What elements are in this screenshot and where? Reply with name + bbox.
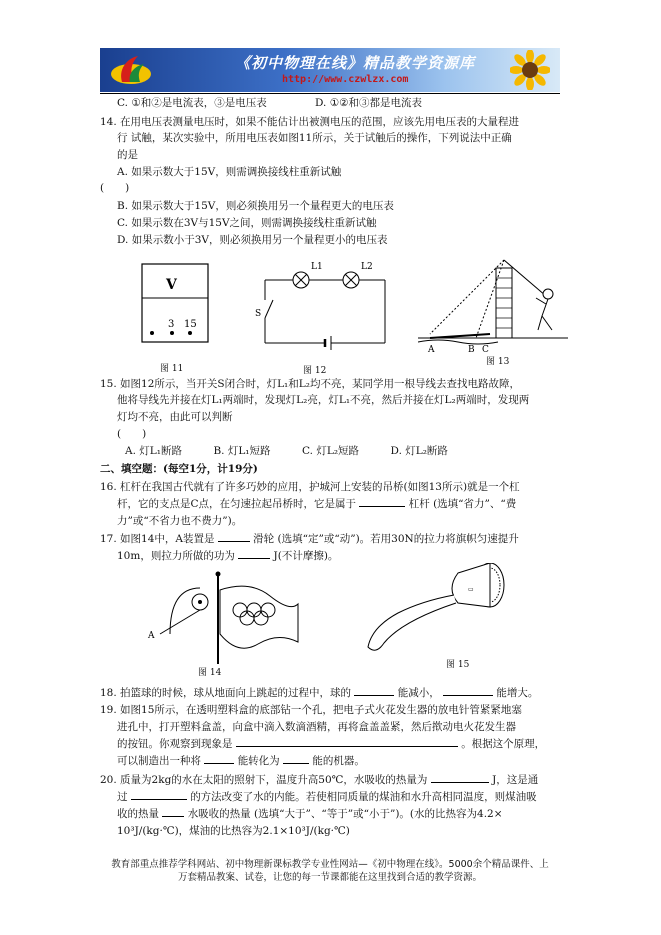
fig11-meter-label: V <box>166 277 177 293</box>
q16-line1: 16. 杠杆在我国古代就有了许多巧妙的应用，护城河上安装的吊桥(如图13所示)就是一个杠 <box>100 481 520 493</box>
fig11-caption: 图 11 <box>160 364 184 374</box>
fig13-drawbridge <box>418 256 578 354</box>
q20-line3-start: 收的热量 <box>117 808 159 820</box>
fig13-label-b: B <box>468 345 475 354</box>
q20-blank-compare[interactable] <box>162 816 184 817</box>
fig15-spark-generator <box>362 563 522 659</box>
fig12-s-label: S <box>255 309 262 319</box>
q14-option-a: A. 如果示数大于15V，则需调换接线柱重新试触 <box>117 166 342 178</box>
fig12-caption: 图 12 <box>303 366 327 376</box>
fig14-flagpole <box>140 568 300 668</box>
fig11-scale-3: 3 <box>168 319 175 330</box>
q19-line4-mid: 能转化为 <box>237 755 280 767</box>
q15-line3: 灯均不亮，由此可以判断 <box>117 411 233 423</box>
q16-line2 <box>117 497 516 511</box>
q16-blank-lever[interactable] <box>359 506 405 507</box>
fig13-label-c: C <box>482 345 489 354</box>
q18-text-mid: 能减小， <box>397 687 440 699</box>
fig11-voltmeter <box>140 262 210 346</box>
fig15-caption: 图 15 <box>446 660 470 670</box>
q15-answer-paren: ( ) <box>117 428 147 440</box>
q20-line3 <box>117 807 503 821</box>
q18-blank-increase[interactable] <box>443 695 493 696</box>
q14-answer-paren: ( ) <box>100 182 130 194</box>
fig12-l2-label: L2 <box>361 262 373 272</box>
q20-line1-start: 20. 质量为2kg的水在太阳的照射下，温度升高50℃，水吸收的热量为 <box>100 774 428 786</box>
q13-option-c: C. ①和②是电流表，③是电压表 <box>117 97 267 109</box>
q19-line3-start: 的按钮。你观察到现象是 <box>117 738 233 750</box>
site-url[interactable]: http://www.czwlzx.com <box>282 74 409 85</box>
site-logo-icon <box>108 52 154 88</box>
q19-blank-phenomenon[interactable] <box>236 746 458 747</box>
q16-line2-start: 杆，它的支点是C点，在匀速拉起吊桥时，它是属于 <box>117 498 357 510</box>
q15-line2: 他将导线先并接在灯L₁两端时，发现灯L₂亮，灯L₁不亮，然后并接在灯L₂两端时，发现两 <box>117 394 530 406</box>
terminal-3 <box>170 331 174 335</box>
q20-line1-end: J，这是通 <box>492 774 539 786</box>
section2-title: 二、填空题：(每空1分，计19分) <box>100 463 258 475</box>
tower <box>496 268 512 338</box>
olympic-flag <box>220 586 298 648</box>
q20-blank-method[interactable] <box>131 799 187 800</box>
header-divider <box>100 93 560 94</box>
q13-option-d: D. ①②和③都是电流表 <box>315 97 423 109</box>
q14-option-b: B. 如果示数大于15V，则必须换用另一个量程更大的电压表 <box>117 200 394 212</box>
terminal-15 <box>188 331 192 335</box>
person-figure <box>536 298 552 330</box>
q19-blank-energy-from[interactable] <box>204 763 234 764</box>
q20-line2 <box>117 790 537 804</box>
fig13-label-a: A <box>428 345 435 354</box>
q15-options: A. 灯L₁断路 B. 灯L₁短路 C. 灯L₂短路 D. 灯L₂断路 <box>125 445 448 457</box>
q20-line2-start: 过 <box>117 791 128 803</box>
footer-line1: 教育部重点推荐学科网站、初中物理新课标教学专业性网站—《初中物理在线》。5000余个精品课件、上 <box>111 859 549 870</box>
q19-line4-start: 可以制造出一种将 <box>117 755 201 767</box>
q14-line1: 14. 在用电压表测量电压时，如果不能估计出被测电压的范围，应该先用电压表的大量程进 <box>100 116 520 128</box>
fig14-caption: 图 14 <box>198 668 222 678</box>
q20-line1 <box>100 773 538 787</box>
q16-line2-end: 杠杆 (选填“省力”、“费 <box>408 498 517 510</box>
q16-line3: 力”或“不省力也不费力”)。 <box>117 515 243 527</box>
q17-line2-end: J(不计摩擦)。 <box>273 550 339 562</box>
site-title: 《初中物理在线》精品教学资源库 <box>235 54 476 72</box>
fig14-label-a: A <box>148 631 155 641</box>
spark-igniter <box>368 595 456 650</box>
q18-text-start: 18. 拍篮球的时候，球从地面向上跳起的过程中，球的 <box>100 687 352 699</box>
q17-blank-pulley[interactable] <box>218 541 250 542</box>
q17-blank-work[interactable] <box>238 558 270 559</box>
q20-line3-end: 水吸收的热量 (选填“大于”、“等于”或“小于”)。(水的比热容为4.2× <box>187 808 503 820</box>
q20-line4: 10³J/(kg·℃)，煤油的比热容为2.1×10³J/(kg·℃) <box>117 825 350 837</box>
q17-line1-end: 滑轮 (选填“定”或“动”)。若用30N的拉力将旗帜匀速提升 <box>253 533 519 545</box>
q14-option-d: D. 如果示数小于3V，则必须换用另一个量程更小的电压表 <box>117 234 388 246</box>
terminal-minus <box>150 331 154 335</box>
q18-blank-decrease[interactable] <box>354 695 394 696</box>
q20-line2-end: 的方法改变了水的内能。若使相同质量的煤油和水升高相同温度，则煤油吸 <box>190 791 537 803</box>
q19-blank-energy-to[interactable] <box>283 763 309 764</box>
q17-line2 <box>117 549 338 563</box>
fig12-circuit <box>255 258 395 354</box>
q19-line4 <box>117 754 365 768</box>
q19-line4-end: 能的机器。 <box>312 755 365 767</box>
person-head <box>543 289 553 299</box>
sunflower-icon <box>510 50 550 90</box>
q18-line1 <box>100 686 538 700</box>
q17-line1-start: 17. 如图14中，A装置是 <box>100 533 215 545</box>
q17-line2-start: 10m，则拉力所做的功为 <box>117 550 235 562</box>
q20-blank-heat[interactable] <box>431 782 489 783</box>
q15-line1: 15. 如图12所示，当开关S闭合时，灯L₁和L₂均不亮，某同学用一根导线去查找电路故障， <box>100 378 520 390</box>
plastic-box <box>452 563 490 607</box>
fig12-l1-label: L1 <box>311 262 323 272</box>
fig11-scale-15: 15 <box>184 319 197 330</box>
q19-line2: 进孔中，打开塑料盒盖，向盒中滴入数滴酒精，再将盒盖盖紧，然后揿动电火花发生器 <box>117 721 516 733</box>
fig13-caption: 图 13 <box>486 357 510 367</box>
q14-option-c: C. 如果示数在3V与15V之间，则需调换接线柱重新试触 <box>117 217 377 229</box>
site-banner <box>100 48 560 92</box>
footer-line2: 万套精品教案、试卷，让您的每一节课都能在这里找到合适的教学资源。 <box>177 872 482 883</box>
q19-line3 <box>117 737 545 751</box>
q14-line3: 的是 <box>117 149 138 161</box>
q19-line3-end: 。根据这个原理， <box>461 738 546 750</box>
q17-line1 <box>100 532 519 546</box>
q18-text-end: 能增大。 <box>496 687 539 699</box>
switch-s <box>265 300 273 318</box>
q19-line1: 19. 如图15所示，在透明塑料盒的底部钻一个孔，把电子式火花发生器的放电针管紧紧地塞 <box>100 704 522 716</box>
q14-line2: 行 试触，某次实验中，所用电压表如图11所示，关于试触后的操作，下列说法中正确 <box>117 132 512 144</box>
svg-text:▭: ▭ <box>468 586 474 593</box>
